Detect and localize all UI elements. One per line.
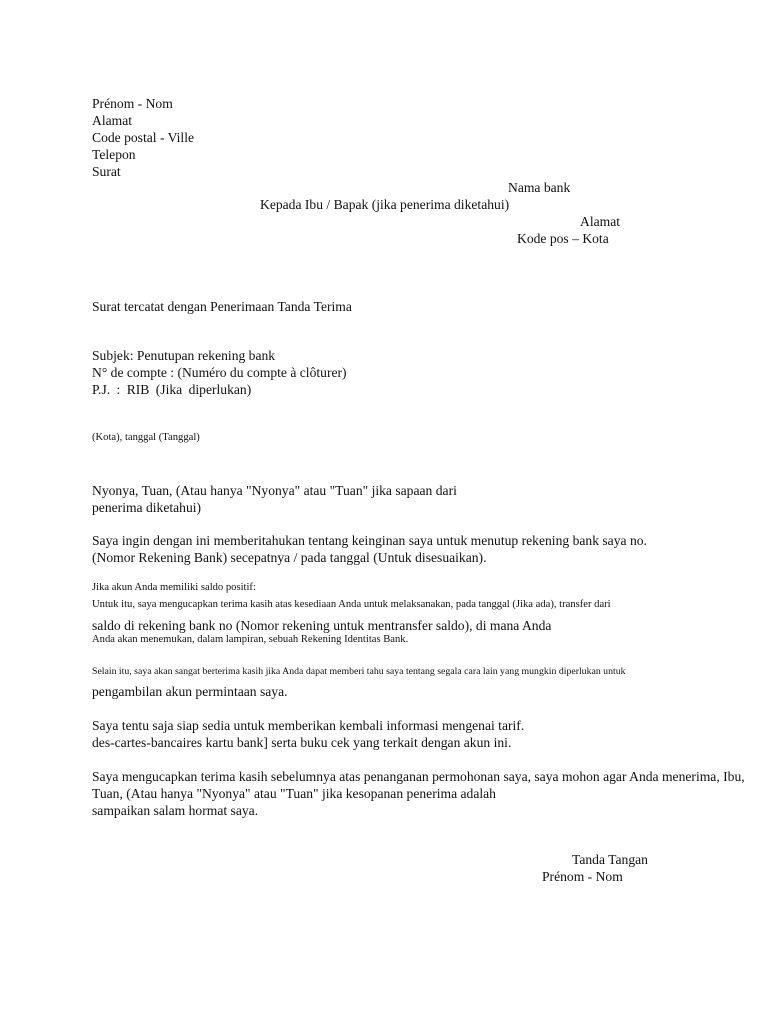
paragraph-line: saldo di rekening bank no (Nomor rekening untuk mentransfer saldo), di mana Anda [92, 618, 552, 633]
recipient-address: Alamat [580, 214, 621, 229]
recipient-bank-name: Nama bank [508, 180, 571, 195]
recipient-postal-city: Kode pos – Kota [517, 231, 609, 246]
subject-line: Subjek: Penutupan rekening bank [92, 348, 276, 363]
paragraph-line: Anda akan menemukan, dalam lampiran, sebuah Rekening Identitas Bank. [92, 634, 409, 645]
paragraph-line: Saya ingin dengan ini memberitahukan tentang keinginan saya untuk menutup rekening bank saya no. [92, 533, 647, 548]
paragraph-line: des-cartes-bancaires kartu bank] serta buku cek yang terkait dengan akun ini. [92, 735, 512, 750]
paragraph-line: Jika akun Anda memiliki saldo positif: [92, 582, 256, 593]
paragraph-line: sampaikan salam hormat saya. [92, 803, 259, 818]
paragraph-line: Selain itu, saya akan sangat berterima kasih jika Anda dapat memberi tahu saya tentang segala cara lain yang mungkin diperlukan untuk [92, 666, 626, 677]
paragraph-line: Tuan, (Atau hanya "Nyonya" atau "Tuan" jika kesopanan penerima adalah [92, 786, 496, 801]
salutation-line-1: Nyonya, Tuan, (Atau hanya "Nyonya" atau "Tuan" jika sapaan dari [92, 483, 457, 498]
attachment-line: P.J. : RIB (Jika diperlukan) [92, 382, 252, 397]
mail-type: Surat tercatat dengan Penerimaan Tanda Terima [92, 299, 352, 314]
paragraph-line: pengambilan akun permintaan saya. [92, 684, 288, 699]
paragraph-line: (Nomor Rekening Bank) secepatnya / pada tanggal (Untuk disesuaikan). [92, 550, 487, 565]
salutation-line-2: penerima diketahui) [92, 500, 202, 515]
recipient-addressee: Kepada Ibu / Bapak (jika penerima diketahui) [260, 197, 510, 212]
sender-postal-city: Code postal - Ville [92, 130, 195, 145]
paragraph-line: Untuk itu, saya mengucapkan terima kasih atas kesediaan Anda untuk melaksanakan, pada tanggal (Jika ada), transfer dari [92, 599, 611, 610]
sender-mail: Surat [92, 164, 121, 179]
sender-address: Alamat [92, 113, 133, 128]
signature-label: Tanda Tangan [572, 852, 648, 867]
signature-name: Prénom - Nom [542, 869, 623, 884]
sender-phone: Telepon [92, 147, 136, 162]
paragraph-line: Saya mengucapkan terima kasih sebelumnya atas penanganan permohonan saya, saya mohon agar Anda menerima, Ibu, [92, 769, 745, 784]
paragraph-line: Saya tentu saja siap sedia untuk memberikan kembali informasi mengenai tarif. [92, 718, 525, 733]
sender-name: Prénom - Nom [92, 96, 173, 111]
place-date: (Kota), tanggal (Tanggal) [92, 432, 200, 443]
account-number-line: N° de compte : (Numéro du compte à clôturer) [92, 365, 347, 380]
